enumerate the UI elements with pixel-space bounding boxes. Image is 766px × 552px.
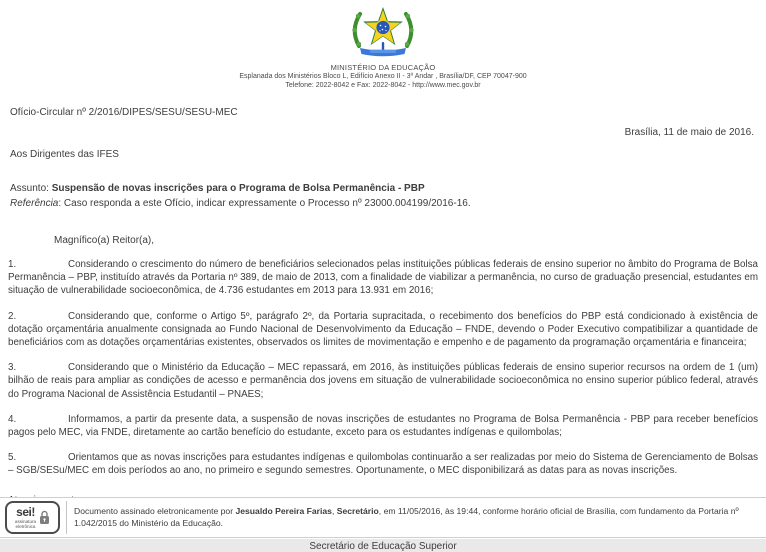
paragraph-number: 3. bbox=[8, 362, 17, 374]
sei-subtitle-line1: assinatura bbox=[14, 518, 37, 524]
signature-title: Secretário de Educação Superior bbox=[309, 540, 457, 552]
sei-wordmark: sei! bbox=[16, 504, 35, 519]
ministry-address: Esplanada dos Ministérios Bloco L, Edifício Anexo II - 3º Andar , Brasília/DF, CEP 70047-900 bbox=[239, 73, 527, 80]
document-number: Ofício-Circular nº 2/2016/DIPES/SESU/SESU-MEC bbox=[10, 107, 238, 118]
sei-logo-cell bbox=[5, 501, 67, 534]
salutation: Magnífico(a) Reitor(a), bbox=[54, 235, 155, 246]
reference-line bbox=[10, 198, 756, 209]
paragraph-text: Orientamos que as novas inscrições para estudantes indígenas e quilombolas continuarão a ser realizadas por meio do Sistema de Gerenciamento de Bolsas – SGB/SESu/MEC em dois períodos ao ano, no primeiro e segundo semestres. Oportunamente, o MEC disponibilizará as datas para as novas inscrições. bbox=[8, 452, 758, 477]
body-paragraph-1 bbox=[8, 258, 758, 298]
paragraph-text: Considerando que, conforme o Artigo 5º, parágrafo 2º, da Portaria supracitada, o recebimento dos benefícios do PBP está condicionado à existência de dotação orçamentária anualmente consignada ao Fundo Nacional de Desenvolvimento da Educação – FNDE, devendo o Poder Executivo compatibilizar a quantidade de beneficiários com as dotações orçamentárias existentes, observados os limites de movimentação e empenho e de pagamento da programação orçamentária e financeira; bbox=[8, 310, 758, 349]
statement-role: Secretário bbox=[336, 506, 379, 516]
paragraph-number: 5. bbox=[8, 452, 17, 464]
brazil-coat-of-arms-icon bbox=[344, 4, 422, 56]
place-and-date: Brasília, 11 de maio de 2016. bbox=[624, 127, 754, 138]
statement-suffix: , em 11/05/2016, às 19:44, conforme horário oficial de Brasília, com fundamento da Portaria nº 1.042/2015 do Ministério da Educação. bbox=[74, 506, 739, 528]
paragraph-text: Considerando o crescimento do número de beneficiários selecionados pelas instituições públicas federais de ensino superior no âmbito do Programa de Bolsa Permanência – PBP, instituído através da Portaria nº 389, de maio de 2013, com a finalidade de viabilizar a permanência, no curso de graduação presencial, estudantes em situação de vulnerabilidade socioeconômica, de 4.736 estudantes em 2013 para 13.931 em 2016; bbox=[8, 259, 758, 297]
body-paragraph-3 bbox=[8, 361, 758, 401]
subject-text: Suspensão de novas inscrições para o Programa de Bolsa Permanência - PBP bbox=[51, 183, 425, 194]
sei-logo bbox=[5, 501, 60, 534]
subject-line bbox=[10, 183, 756, 194]
paragraph-number: 1. bbox=[8, 259, 17, 270]
paragraph-number: 2. bbox=[8, 310, 17, 322]
paragraph-text: Considerando que o Ministério da Educação – MEC repassará, em 2016, às instituições públicas federais de ensino superior recursos na ordem de 1 (um) bilhão de reais para ampliar as condições de acesso e permanência dos jovens em situação de vulnerabilidade socioeconômica no ensino superior público federal, através do Programa Nacional de Assistência Estudantil – PNAES; bbox=[8, 362, 758, 400]
statement-prefix: Documento assinado eletronicamente por bbox=[74, 506, 236, 516]
ministry-contact: Telefone: 2022-8042 e Fax: 2022-8042 - http://www.mec.gov.br bbox=[285, 82, 481, 89]
paragraph-text: Informamos, a partir da presente data, a suspensão de novas inscrições de estudantes no Programa de Bolsa Permanência - PBP para receber benefícios pagos pelo MEC, via FNDE, diretamente ao cartão benefício do estudante, exceto para os estudantes indígenas e quilombolas; bbox=[8, 413, 758, 439]
reference-text: : Caso responda a este Ofício, indicar expressamente o Processo nº 23000.004199/2016-16. bbox=[58, 198, 471, 209]
padlock-icon bbox=[39, 510, 50, 525]
statement-signer: Jesualdo Pereira Farias bbox=[235, 506, 332, 516]
subject-label: Assunto: bbox=[10, 183, 52, 194]
electronic-signature-footer bbox=[0, 497, 766, 538]
body-paragraph-2 bbox=[8, 310, 758, 350]
addressee-line: Aos Dirigentes das IFES bbox=[10, 149, 119, 160]
signature-statement: Documento assinado eletronicamente por Jesualdo Pereira Farias, Secretário, em 11/05/2016, às 19:44, conforme horário oficial de Brasília, com fundamento da Portaria nº 1.042/2015 do Ministério da Educação. bbox=[74, 506, 739, 528]
sei-subtitle-line2: eletrônica bbox=[15, 524, 36, 529]
paragraph-number: 4. bbox=[8, 413, 17, 425]
body-paragraph-5 bbox=[8, 451, 758, 477]
body-paragraph-4 bbox=[8, 413, 758, 439]
ministry-name: MINISTÉRIO DA EDUCAÇÃO bbox=[330, 63, 436, 72]
reference-label: Referência bbox=[10, 198, 59, 209]
document-header bbox=[0, 0, 766, 90]
